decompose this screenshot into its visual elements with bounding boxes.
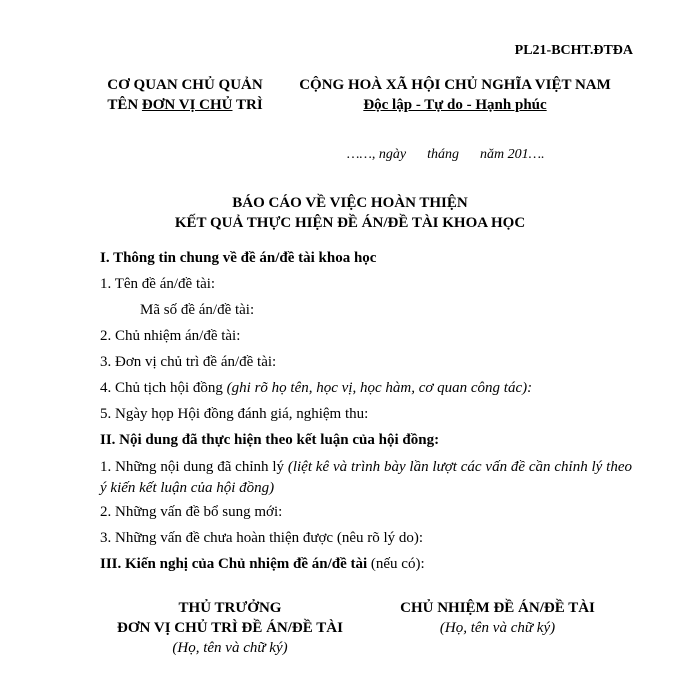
header-agency-line1: CƠ QUAN CHỦ QUẢN — [107, 77, 263, 93]
section2-heading: II. Nội dung đã thực hiện theo kết luận của hội đồng: — [100, 432, 440, 448]
section1-item4 — [100, 380, 532, 397]
section1-item1: 1. Tên đề án/đề tài: — [100, 276, 216, 292]
header-nation-line1: CỘNG HOÀ XÃ HỘI CHỦ NGHĨA VIỆT NAM — [299, 77, 611, 93]
signature-right — [380, 598, 615, 638]
document-title-line1: BÁO CÁO VỀ VIỆC HOÀN THIỆN — [232, 195, 468, 211]
section1-item3: 3. Đơn vị chủ trì đề án/đề tài: — [100, 354, 277, 370]
header-agency-line2-underlined: ĐƠN VỊ CHỦ — [141, 97, 233, 113]
signature-right-note: (Họ, tên và chữ ký) — [439, 620, 556, 636]
header-motto-text: Độc lập - Tự do - Hạnh phúc — [363, 97, 547, 113]
document-title-line2: KẾT QUẢ THỰC HIỆN ĐỀ ÁN/ĐỀ TÀI KHOA HỌC — [174, 215, 526, 231]
section1-item1-sub: Mã số đề án/đề tài: — [140, 302, 255, 318]
document-title — [100, 193, 600, 233]
section1-item5: 5. Ngày họp Hội đồng đánh giá, nghiệm thu: — [100, 406, 369, 422]
section3-heading-suffix: (nếu có): — [367, 556, 425, 572]
section2-item3: 3. Những vấn đề chưa hoàn thiện được (nêu rõ lý do): — [100, 530, 424, 546]
header-agency-line2-prefix: TÊN — [107, 97, 142, 113]
section1-item2: 2. Chủ nhiệm án/đề tài: — [100, 328, 241, 344]
signature-left-unit: ĐƠN VỊ CHỦ TRÌ ĐỀ ÁN/ĐỀ TÀI — [117, 620, 343, 636]
section3-heading — [100, 556, 425, 573]
header-motto — [285, 95, 625, 115]
signature-left-note: (Họ, tên và chữ ký) — [172, 640, 288, 656]
section1-item4-note: (ghi rõ họ tên, học vị, học hàm, cơ quan công tác): — [226, 380, 533, 396]
section2-item2: 2. Những vấn đề bổ sung mới: — [100, 504, 283, 520]
date-day: ……, ngày — [347, 147, 407, 162]
section2-item1 — [100, 457, 632, 499]
header-nation — [285, 75, 625, 115]
signature-left — [100, 598, 360, 658]
section2-item1-note: (liệt kê và trình bày lần lượt các vấn đề cần chỉnh lý theo ý kiến kết luận của hội đồng) — [100, 459, 632, 496]
date-month: tháng — [427, 147, 460, 162]
signature-right-title: CHỦ NHIỆM ĐỀ ÁN/ĐỀ TÀI — [400, 600, 595, 616]
section1-item4-lead: 4. Chủ tịch hội đồng — [100, 380, 227, 396]
date-year: năm 201…. — [480, 147, 545, 162]
section1-heading: I. Thông tin chung về đề án/đề tài khoa học — [100, 250, 377, 266]
header-agency-line2-suffix: TRÌ — [232, 97, 263, 113]
header-agency — [90, 75, 280, 115]
section2-item1-lead: 1. Những nội dung đã chỉnh lý — [100, 459, 288, 475]
header-agency-line2 — [90, 95, 280, 115]
form-code: PL21-BCHT.ĐTĐA — [514, 43, 633, 58]
section3-heading-text: III. Kiến nghị của Chủ nhiệm đề án/đề tài — [100, 556, 368, 572]
date-line — [347, 147, 545, 163]
signature-left-title: THỦ TRƯỞNG — [178, 600, 282, 616]
